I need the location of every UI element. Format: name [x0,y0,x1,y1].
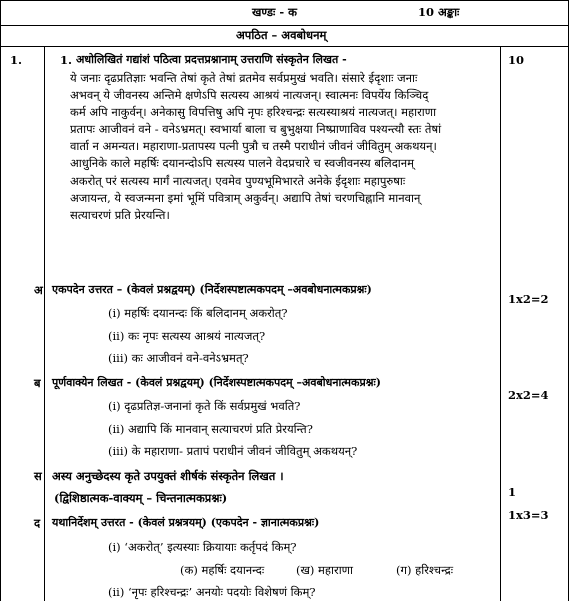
passage-line: अजायन्त, ये स्वजन्मना इमां भूमिं पवित्राम् अकुर्वन्। अद्यापि तेषां चरणचिह्नानि मानवान् [70,190,421,205]
passage-line: प्रतापः आजीवनं वने - वनेऽभ्रमत्। स्वभार्या बाला च बुभुक्षया निष्प्राणाविव पश्यन्त्यौ स्तः तेषां [70,122,442,137]
passage [70,70,500,224]
question-number: 1. [10,53,23,67]
part-c-marks: 1 [508,485,517,499]
passage-line: कर्म अपि नाकुर्वन्। अनेकासु विपत्तिषु अपि नृपः हरिश्चन्द्रः सत्यस्याश्रयं नात्यजत्। महाराणा [70,105,437,120]
column-divider-right [500,46,501,601]
part-d-item: (ii) ‘नृपः हरिश्चन्द्रः’ अनयोः पदयोः विशेषणं किम्? [108,585,316,599]
section-label: खण्डः - क [252,5,297,19]
part-c-letter: स [34,469,42,483]
part-a-item: (i) महर्षिः दयानन्दः किं बलिदानम् अकरोत्? [108,306,288,320]
part-d-option: (क) महर्षिः दयानन्दः [180,563,265,577]
subsection-title: अपठित – अवबोधनम् [236,28,327,42]
part-a-item: (ii) कः नृपः सत्यस्य आश्रयं नात्यजत्? [108,329,266,343]
question-marks: 10 [508,53,525,67]
part-c-subheading: (द्विशिष्ठात्मक-वाक्यम् – चिन्तनात्मकप्रश्नः) [54,491,228,505]
part-a-item: (iii) कः आजीवनं वने-वनेऽभ्रमत्? [108,351,249,365]
part-a-letter: अ [34,283,43,297]
sub-question-number: 1. [60,53,73,67]
passage-line: अकरोत् परं सत्यस्य मार्गं नात्यजत्। एवमेव पुण्यभूमिभारते अनेके ईदृशाः महापुरुषाः [70,173,406,188]
border-top [0,0,569,1]
part-b-letter: ब [34,376,41,390]
passage-line: आधुनिके काले महर्षिः दयानन्दोऽपि सत्यस्य पालने वेदप्रचारे च स्वजीवनस्य बलिदानम् [70,156,415,171]
passage-line: वार्ता न अमन्यत। महाराणा-प्रतापस्य पत्नी पुत्रौ च तस्मै पराधीनं जीवनं जीवितुम् अकथयन्। [70,139,437,154]
part-b-item: (iii) के महाराणा- प्रतापं पराधीनं जीवनं जीवितुम् अकथयन्? [108,444,358,458]
column-divider-left [44,46,45,601]
passage-line: ये जनाः दृढप्रतिज्ञाः भवन्ति तेषां कृते तेषां व्रतमेव सर्वप्रमुखं भवति। संसारे ईदृशाः जनाः [70,71,418,85]
part-d-option: (ग) हरिश्चन्द्रः [396,563,454,577]
header-divider-1 [0,25,569,26]
part-d-marks: 1x3=3 [508,508,549,522]
passage-line: सत्याचरणं प्रति प्रेरयन्ति। [70,207,170,222]
part-a-marks: 1x2=2 [508,292,549,306]
part-b-marks: 2x2=4 [508,388,549,402]
header-divider-2 [0,46,569,47]
part-d-heading: यथानिर्देशम् उत्तरत - (केवलं प्रश्नत्रयम्) (एकपदेन - ज्ञानात्मकप्रश्नः) [52,516,320,529]
part-b-heading: पूर्णवाक्येन लिखत - (केवलं प्रश्नद्वयम्) (निर्देशस्पष्टात्मकपदम् –अवबोधनात्मकप्रश्नः) [52,376,381,389]
part-d-option: (ख) महाराणा [296,563,353,577]
part-a-heading: एकपदेन उत्तरत – (केवलं प्रश्नद्वयम्) (निर्देशस्पष्टात्मकपदम् –अवबोधनात्मकप्रश्नः) [52,283,372,296]
passage-line: अभवन् ये जीवनस्य अन्तिमे क्षणेऽपि सत्यस्य आश्रयं नात्यजन्। स्वात्मनः विपर्येय किञ्चिद् [70,88,429,103]
part-b-item: (i) दृढप्रतिज्ञ-जनानां कृते किं सर्वप्रमुखं भवति? [108,399,301,413]
marks-label: 10 अङ्काः [418,5,460,19]
part-d-letter: द [34,516,41,530]
part-c-heading: अस्य अनुच्छेदस्य कृते उपयुक्तं शीर्षकं संस्कृतेन लिखत । [52,469,284,483]
part-d-item: (i) ‘अकरोत्’ इत्यस्याः क्रियायाः कर्तृपदं किम्? [108,540,297,554]
part-b-item: (ii) अद्यापि किं मानवान् सत्याचरणं प्रति प्रेरयन्ति? [108,422,313,436]
border-left [0,0,1,601]
instruction: अधोलिखितं गद्यांशं पठित्वा प्रदत्तप्रश्नानाम् उत्तराणि संस्कृतेन लिखत - [76,53,347,66]
